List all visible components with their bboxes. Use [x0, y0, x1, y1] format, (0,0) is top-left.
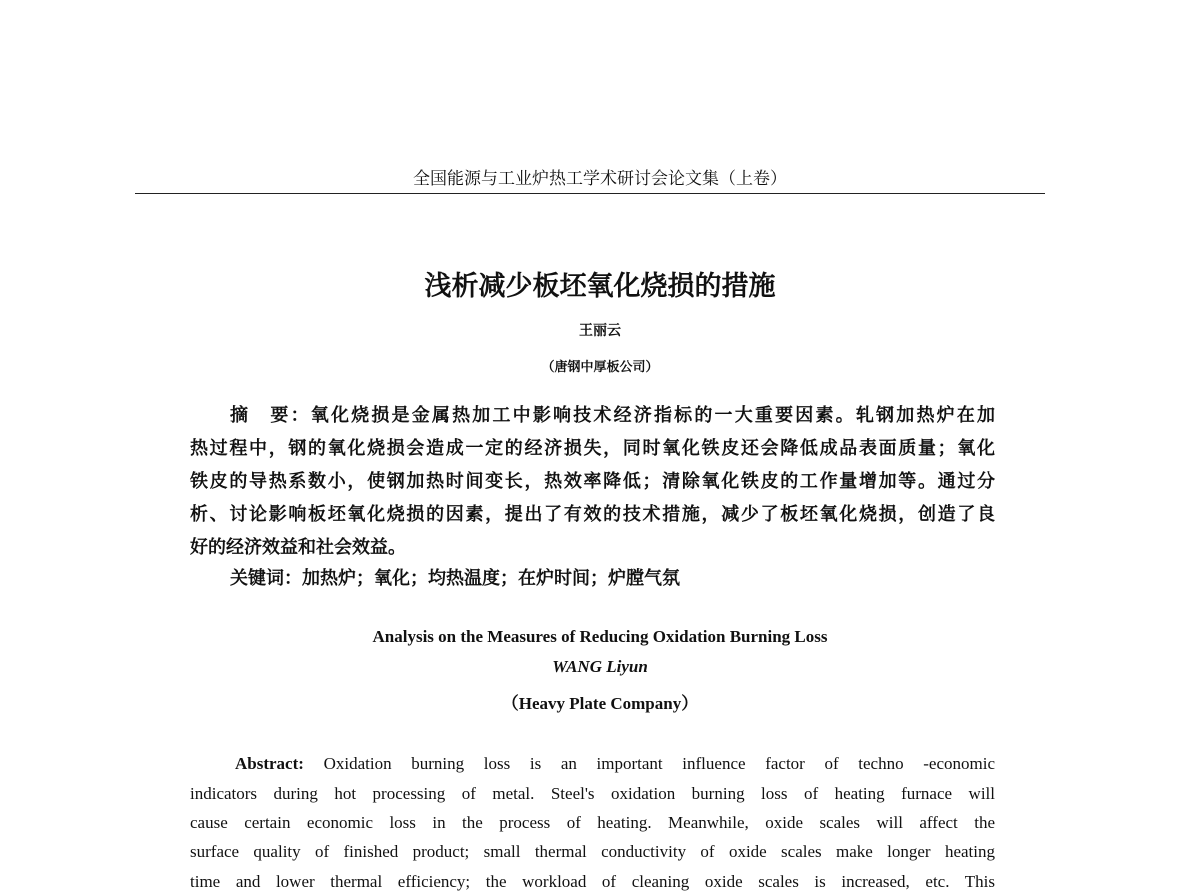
abstract-en-line: cause certain economic loss in the process of heating. Meanwhile, oxide scales will affect the — [190, 813, 995, 832]
affiliation-zh: （唐钢中厚板公司） — [541, 360, 659, 375]
keywords-zh — [230, 567, 995, 591]
abstract-en-text: Oxidation burning loss is an important influence factor of techno -economic — [323, 754, 995, 773]
abstract-zh-line: 热过程中，钢的氧化烧损会造成一定的经济损失，同时氧化铁皮还会降低成品表面质量；氧化 — [190, 438, 995, 459]
affiliation-en: （Heavy Plate Company） — [501, 694, 699, 713]
abstract-zh-line: 好的经济效益和社会效益。 — [190, 537, 406, 558]
abstract-zh-line — [230, 404, 995, 428]
abstract-en-label: Abstract: — [235, 754, 304, 773]
abstract-en-line: surface quality of finished product; small thermal conductivity of oxide scales make longer heating — [190, 842, 995, 861]
keywords-zh-label: 关键词： — [230, 568, 302, 589]
author-en: WANG Liyun — [552, 657, 648, 676]
header-rule — [135, 193, 1045, 194]
abstract-zh-text: 氧化烧损是金属热加工中影响技术经济指标的一大重要因素。轧钢加热炉在加 — [310, 405, 996, 426]
abstract-zh-line: 铁皮的导热系数小，使钢加热时间变长，热效率降低；清除氧化铁皮的工作量增加等。通过分 — [190, 471, 995, 492]
abstract-en-line: time and lower thermal efficiency; the workload of cleaning oxide scales is increased, etc. This — [190, 872, 995, 891]
abstract-en-line — [235, 753, 995, 775]
abstract-en-line: indicators during hot processing of metal. Steel's oxidation burning loss of heating furnace will — [190, 784, 995, 803]
keywords-zh-text: 加热炉；氧化；均热温度；在炉时间；炉膛气氛 — [302, 568, 680, 589]
running-header: 全国能源与工业炉热工学术研讨会论文集（上卷） — [413, 169, 787, 189]
paper-title-en: Analysis on the Measures of Reducing Oxidation Burning Loss — [372, 627, 828, 646]
abstract-zh-label: 摘 要： — [230, 405, 311, 426]
author-zh: 王丽云 — [579, 323, 621, 339]
abstract-zh-line: 析、讨论影响板坯氧化烧损的因素，提出了有效的技术措施，减少了板坯氧化烧损，创造了良 — [190, 504, 995, 525]
paper-title-zh: 浅析减少板坯氧化烧损的措施 — [424, 271, 776, 302]
